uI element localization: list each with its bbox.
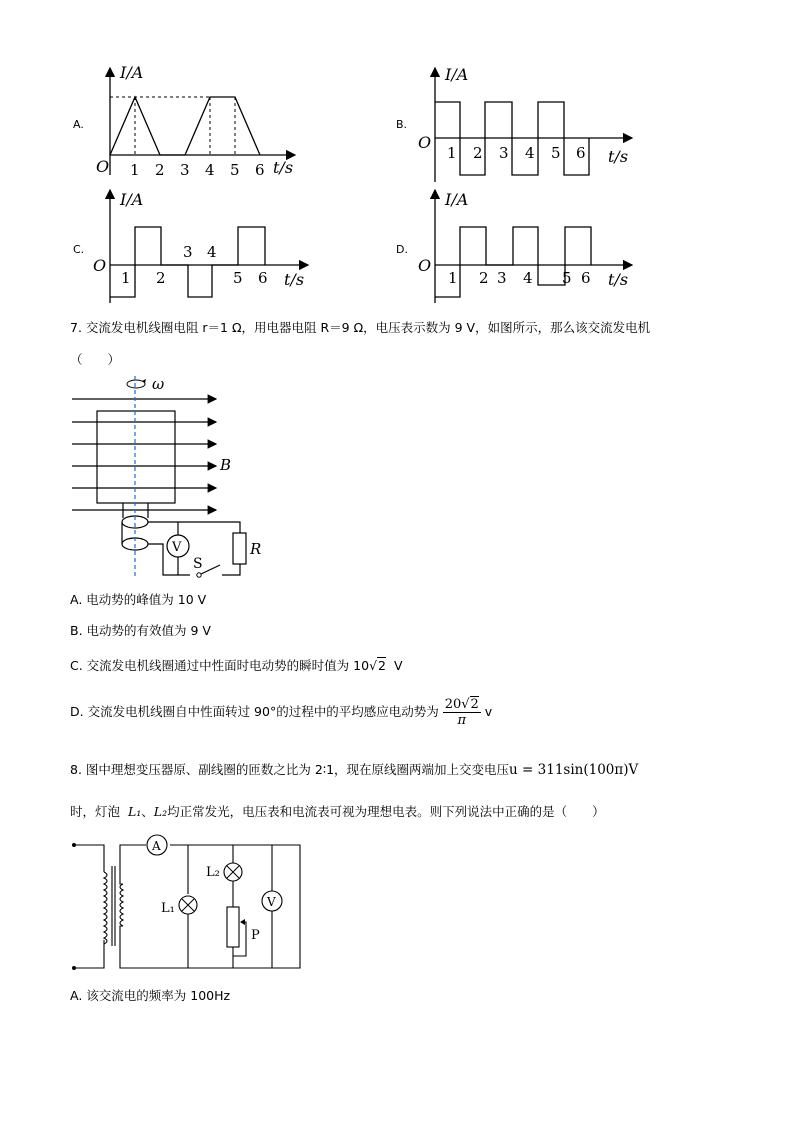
origin: O — [96, 157, 110, 176]
tick: 4 — [207, 243, 217, 261]
voltmeter-label: V — [267, 895, 276, 909]
q7-generator-figure — [68, 372, 278, 582]
lamp-l1-label: L₁ — [161, 901, 175, 916]
option-a-letter: A. — [73, 118, 84, 131]
graph-c — [90, 185, 315, 305]
lamp-l2-label: L₂ — [206, 865, 220, 880]
ammeter-label: A — [152, 839, 161, 853]
q8-option-a: A. 该交流电的频率为 100Hz — [70, 988, 231, 1003]
tick: 2 — [155, 161, 165, 179]
q7-option-a: A. 电动势的峰值为 10 V — [70, 592, 207, 607]
voltmeter-label: V — [172, 540, 182, 555]
tick: 4 — [523, 269, 533, 287]
tick: 5 — [562, 269, 572, 287]
tick: 5 — [551, 144, 561, 162]
q8-transformer-figure — [68, 832, 308, 977]
q7-paren: （ ） — [70, 352, 121, 367]
origin: O — [418, 133, 432, 152]
ylabel: I/A — [445, 190, 469, 209]
tick: 1 — [447, 144, 457, 162]
tick: 2 — [479, 269, 489, 287]
xlabel: t/s — [608, 147, 629, 166]
option-c-letter: C. — [73, 243, 85, 256]
tick: 5 — [233, 269, 243, 287]
tick: 2 — [156, 269, 166, 287]
option-b-letter: B. — [396, 118, 408, 131]
q8-line1: 8. 图中理想变压器原、副线圈的匝数之比为 2∶1，现在原线圈两端加上交变电压u = 311sin(100π)V — [70, 762, 639, 778]
tick: 3 — [497, 269, 507, 287]
xlabel: t/s — [273, 158, 294, 177]
origin: O — [418, 256, 432, 275]
tick: 2 — [473, 144, 483, 162]
xlabel: t/s — [284, 270, 305, 289]
field-b-label: B — [220, 456, 232, 474]
xlabel: t/s — [608, 270, 629, 289]
slider-p-label: P — [251, 928, 260, 943]
tick: 6 — [255, 161, 265, 179]
q7-option-c: C. 交流发电机线圈通过中性面时电动势的瞬时值为 10√2 V — [70, 658, 403, 673]
graph-b — [412, 60, 637, 185]
ylabel: I/A — [120, 190, 144, 209]
tick: 1 — [130, 161, 140, 179]
omega-label: ω — [152, 375, 165, 393]
ylabel: I/A — [445, 65, 469, 84]
switch-label: S — [193, 556, 203, 572]
tick: 1 — [448, 269, 458, 287]
tick: 3 — [499, 144, 509, 162]
tick: 6 — [581, 269, 591, 287]
q7-option-b: B. 电动势的有效值为 9 V — [70, 623, 211, 638]
q8-line2: 时，灯泡 L₁、L₂均正常发光，电压表和电流表可视为理想电表。则下列说法中正确的是（ ） — [70, 804, 605, 819]
origin: O — [93, 256, 107, 275]
tick: 6 — [258, 269, 268, 287]
q7-stem: 7. 交流发电机线圈电阻 r＝1 Ω，用电器电阻 R＝9 Ω，电压表示数为 9 V，如图所示，那么该交流发电机 — [70, 320, 651, 335]
graph-a — [90, 60, 310, 185]
tick: 1 — [121, 269, 131, 287]
graph-d — [412, 185, 637, 305]
tick: 4 — [205, 161, 215, 179]
tick: 5 — [230, 161, 240, 179]
q7-option-d: D. 交流发电机线圈自中性面转过 90°的过程中的平均感应电动势为 $\frac{20√2}{\pi}$ v — [70, 697, 493, 728]
tick: 3 — [180, 161, 190, 179]
ylabel: I/A — [120, 63, 144, 82]
tick: 6 — [576, 144, 586, 162]
resistor-label: R — [250, 540, 262, 558]
tick: 4 — [525, 144, 535, 162]
option-d-letter: D. — [396, 243, 408, 256]
tick: 3 — [183, 243, 193, 261]
